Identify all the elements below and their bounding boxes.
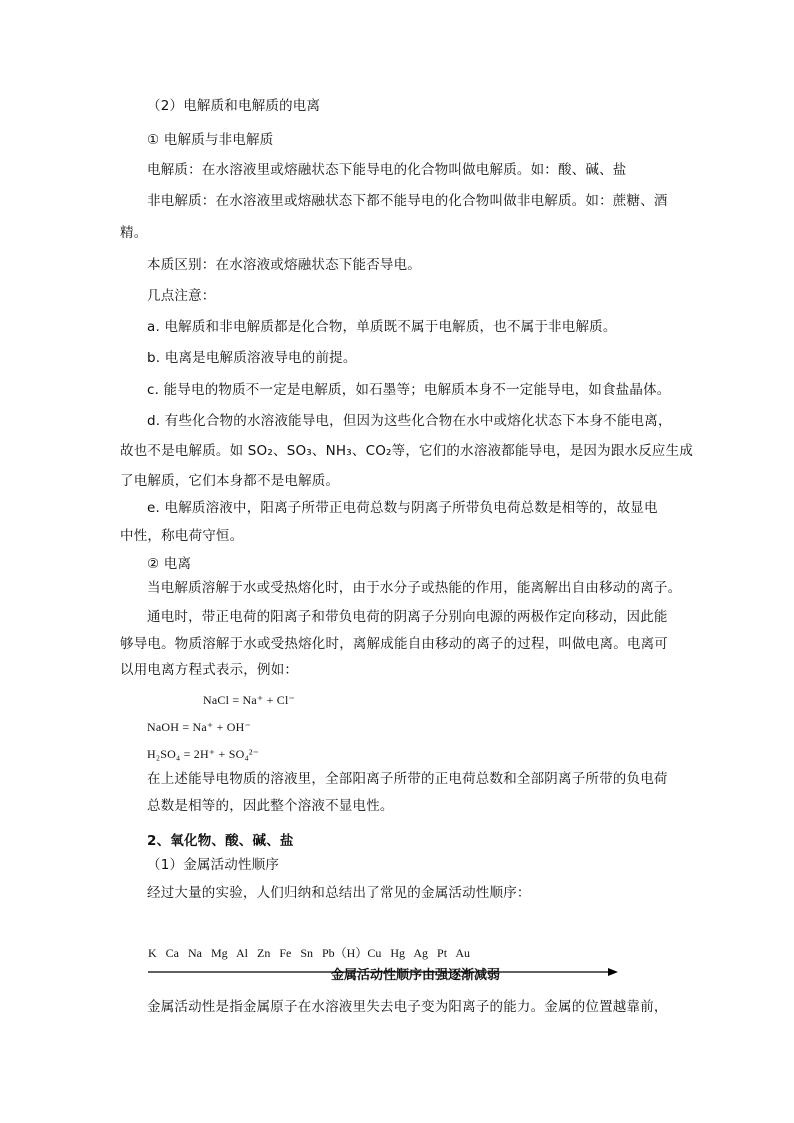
subheading-electrolyte-nonelectrolyte: ① 电解质与非电解质 <box>147 132 274 148</box>
subheading-ionization: ② 电离 <box>147 556 192 572</box>
note-d-line3: 了电解质，它们本身都不是电解质。 <box>120 473 340 489</box>
note-e-line1: e. 电解质溶液中，阳离子所带正电荷总数与阴离子所带负电荷总数是相等的，故显电 <box>147 500 658 516</box>
note-e-line2: 中性，称电荷守恒。 <box>120 528 244 544</box>
ionization-line4: 以用电离方程式表示，例如： <box>120 662 299 678</box>
note-b: b. 电离是电解质溶液导电的前提。 <box>147 350 357 366</box>
activity-arrow-label: 金属活动性顺序由强逐渐减弱 <box>331 968 501 983</box>
metal-activity-definition: 金属活动性是指金属原子在水溶液里失去电子变为阳离子的能力。金属的位置越靠前， <box>147 999 668 1015</box>
note-a: a. 电解质和非电解质都是化合物，单质既不属于电解质，也不属于非电解质。 <box>147 319 617 335</box>
metal-activity-series: K Ca Na Mg Al Zn Fe Sn Pb（H）Cu Hg Ag Pt Au <box>148 946 471 960</box>
electrolyte-definition: 电解质：在水溶液里或熔融状态下能导电的化合物叫做电解质。如：酸、碱、盐 <box>147 162 627 178</box>
ionization-line2: 通电时，带正电荷的阳离子和带负电荷的阴离子分别向电源的两极作定向移动，因此能 <box>147 609 668 625</box>
summary-line2: 总数是相等的，因此整个溶液不显电性。 <box>147 798 394 814</box>
ionization-line1: 当电解质溶解于水或受热熔化时，由于水分子或热能的作用，能离解出自由移动的离子。 <box>147 580 682 596</box>
notes-title: 几点注意： <box>147 288 216 304</box>
ionization-line3: 够导电。物质溶解于水或受热熔化时，离解成能自由移动的离子的过程，叫做电离。电离可 <box>120 636 668 652</box>
essential-difference: 本质区别：在水溶液或熔融状态下能否导电。 <box>147 257 421 273</box>
summary-line1: 在上述能导电物质的溶液里，全部阳离子所带的正电荷总数和全部阴离子所带的负电荷 <box>147 771 668 787</box>
nonelectrolyte-definition-line2: 精。 <box>120 225 148 241</box>
section-heading-electrolyte: （2）电解质和电解质的电离 <box>147 98 321 114</box>
note-c: c. 能导电的物质不一定是电解质，如石墨等；电解质本身不一定能导电，如食盐晶体。 <box>147 382 671 398</box>
note-d-line2: 故也不是电解质。如 SO₂、SO₃、NH₃、CO₂等，它们的水溶液都能导电，是因为跟水反应生成 <box>120 443 694 459</box>
metal-activity-intro: 经过大量的实验，人们归纳和总结出了常见的金属活动性顺序： <box>147 885 531 901</box>
note-d-line1: d. 有些化合物的水溶液能导电，但因为这些化合物在水中或熔化状态下本身不能电离， <box>147 413 672 429</box>
equation-naoh: NaOH = Na⁺ + OH⁻ <box>147 720 252 734</box>
equation-h2so4: H₂SO₄ = 2H⁺ + SO₄²⁻ <box>147 747 260 761</box>
nonelectrolyte-definition-line1: 非电解质：在水溶液里或熔融状态下都不能导电的化合物叫做非电解质。如：蔗糖、酒 <box>147 193 668 209</box>
section-heading-oxides: 2、氧化物、酸、碱、盐 <box>147 833 294 849</box>
subheading-metal-activity: （1）金属活动性顺序 <box>147 857 280 873</box>
equation-nacl: NaCl = Na⁺ + Cl⁻ <box>203 693 296 707</box>
